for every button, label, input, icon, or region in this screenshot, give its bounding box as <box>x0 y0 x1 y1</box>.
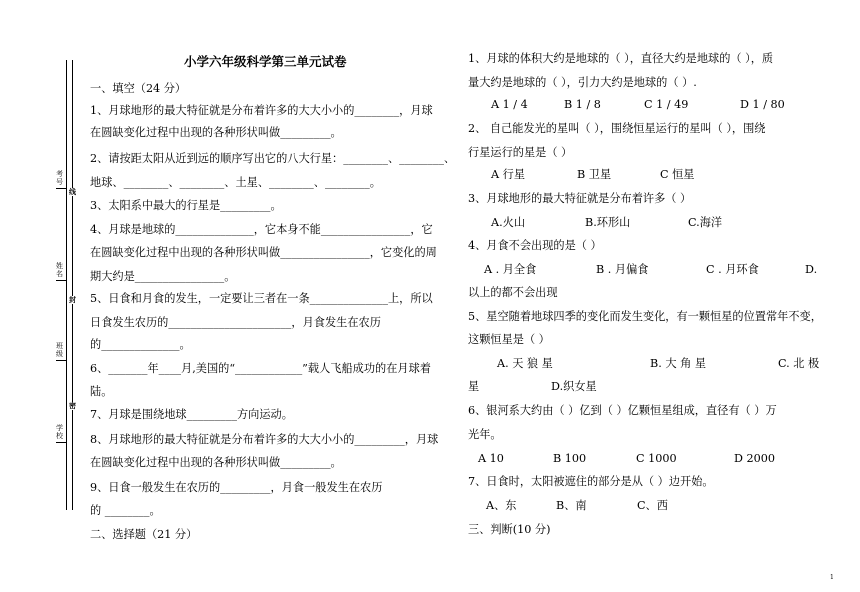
section-choice-heading: 二、选择题（21 分） <box>90 528 198 541</box>
section-fill-in-heading: 一、填空（24 分） <box>90 82 187 95</box>
option-a: A 1 / 4 <box>491 98 528 111</box>
option-b: B 1 / 8 <box>564 98 601 111</box>
margin-field-line <box>56 280 66 281</box>
option-a: A 10 <box>478 452 504 465</box>
question-text: 日食发生农历的______________________，月食发生在农历 <box>90 316 381 329</box>
question-text: 的______________。 <box>90 338 191 351</box>
seal-mark-line: 线 <box>69 187 76 196</box>
margin-field-line <box>56 442 66 443</box>
question-text: 量大约是地球的（ ），引力大约是地球的（ ）. <box>468 76 697 89</box>
question-text: 4、月球是地球的______________，它本身不能________________，它 <box>90 223 433 236</box>
question-text: 7、日食时，太阳被遮住的部分是从（ ）边开始。 <box>468 475 714 488</box>
option-b: B、南 <box>556 499 587 512</box>
question-text: 在圆缺变化过程中出现的各种形状叫做_________。 <box>90 456 342 469</box>
margin-label-exam-number: 考号 <box>56 170 63 186</box>
question-text: 这颗恒星是（ ） <box>468 333 550 346</box>
question-text: 1、月球的体积大约是地球的（ ），直径大约是地球的（ ），质 <box>468 52 774 65</box>
option-a: A.火山 <box>491 216 526 229</box>
question-text: 6、_______年____月,美国的“____________”载人飞船成功的在月球着 <box>90 362 431 375</box>
exam-title: 小学六年级科学第三单元试卷 <box>184 54 347 69</box>
binding-line-inner <box>72 60 73 510</box>
option-a: A 行星 <box>491 168 526 181</box>
option-c: C. 北 极 <box>778 357 820 370</box>
question-text: 3、月球地形的最大特征就是分布着许多（ ） <box>468 192 692 205</box>
option-b: B 卫星 <box>577 168 612 181</box>
question-text: 6、银河系大约由（ ）亿到（ ）亿颗恒星组成，直径有（ ）万 <box>468 404 777 417</box>
question-text: 地球、________、________、土星、________、________。 <box>90 176 381 189</box>
question-text: 1、月球地形的最大特征就是分布着许多的大大小小的________，月球 <box>90 104 433 117</box>
page-number: 1 <box>830 574 834 581</box>
seal-mark-seal: 封 <box>69 295 76 304</box>
margin-field-line <box>56 188 66 189</box>
question-text: 7、月球是围绕地球_________方向运动。 <box>90 408 293 421</box>
question-text: 期大约是________________。 <box>90 270 236 283</box>
question-text: 3、太阳系中最大的行星是_________。 <box>90 199 282 212</box>
option-d: D 1 / 80 <box>740 98 785 111</box>
option-c: C 1 / 49 <box>644 98 689 111</box>
question-text: 9、日食一般发生在农历的_________，月食一般发生在农历 <box>90 481 383 494</box>
question-text: 2、请按距太阳从近到远的顺序写出它的八大行星：________、________、 <box>90 152 456 165</box>
option-c: C 恒星 <box>660 168 695 181</box>
question-text: 在圆缺变化过程中出现的各种形状叫做_________。 <box>90 126 342 139</box>
question-text: 陆。 <box>90 385 113 398</box>
question-text: 以上的都不会出现 <box>468 286 558 299</box>
option-c: C.海洋 <box>688 216 723 229</box>
question-text: 5、星空随着地球四季的变化而发生变化，有一颗恒星的位置常年不变， <box>468 310 822 323</box>
question-text: 4、月食不会出现的是（ ） <box>468 239 602 252</box>
option-b: B . 月偏食 <box>596 263 649 276</box>
option-b: B 100 <box>553 452 587 465</box>
question-text: 2、 自己能发光的星叫（ ），围绕恒星运行的星叫（ ），围绕 <box>468 122 766 135</box>
question-text: 在圆缺变化过程中出现的各种形状叫做________________，它变化的周 <box>90 246 437 259</box>
question-text: 8、月球地形的最大特征就是分布着许多的大大小小的_________，月球 <box>90 433 439 446</box>
question-text: 光年。 <box>468 428 502 441</box>
margin-label-school: 学校 <box>56 424 63 440</box>
option-d: D 2000 <box>734 452 775 465</box>
binding-line-outer <box>66 60 67 510</box>
margin-field-line <box>56 360 66 361</box>
option-a: A . 月全食 <box>484 263 537 276</box>
option-c: C 1000 <box>636 452 677 465</box>
margin-label-class: 班级 <box>56 342 63 358</box>
question-text: 的 ________。 <box>90 504 161 517</box>
option-c: C . 月环食 <box>706 263 759 276</box>
option-a: A、东 <box>486 499 517 512</box>
option-c: C、西 <box>637 499 668 512</box>
section-judge-heading: 三、判断(10 分) <box>468 523 551 536</box>
question-text: 星 <box>468 380 480 393</box>
margin-label-name: 姓名 <box>56 262 63 278</box>
option-b: B.环形山 <box>585 216 631 229</box>
option-b: B. 大 角 星 <box>650 357 707 370</box>
question-text: 5、日食和月食的发生，一定要让三者在一条______________上，所以 <box>90 292 433 305</box>
question-text: 行星运行的星是（ ） <box>468 146 573 159</box>
option-d: D. <box>805 263 818 276</box>
option-a: A. 天 狼 星 <box>497 357 553 370</box>
seal-mark-secret: 密 <box>69 401 76 410</box>
option-d: D.织女星 <box>551 380 597 393</box>
